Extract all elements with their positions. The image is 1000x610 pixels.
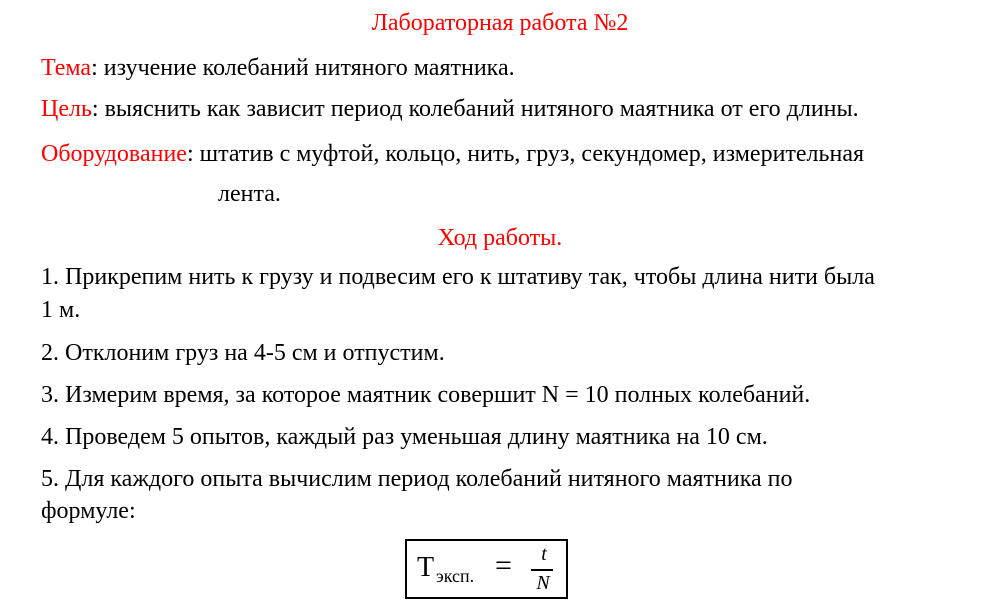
formula-subscript: эксп. xyxy=(436,566,475,586)
equipment-text-line2: лента. xyxy=(218,181,281,207)
formula-numerator: t xyxy=(541,543,547,565)
step-1-line1: 1. Прикрепим нить к грузу и подвесим его к штативу так, чтобы длина нити была xyxy=(41,264,875,290)
document-title: Лабораторная работа №2 xyxy=(371,10,629,36)
goal-label: Цель xyxy=(41,96,92,122)
step-5-line1: 5. Для каждого опыта вычислим период колебаний нитяного маятника по xyxy=(41,466,793,492)
equipment-label: Оборудование xyxy=(41,141,187,167)
procedure-title: Ход работы. xyxy=(437,225,563,251)
topic-text: : изучение колебаний нитяного маятника. xyxy=(91,55,515,81)
step-3: 3. Измерим время, за которое маятник совершит N = 10 полных колебаний. xyxy=(41,382,811,408)
step-5-line2: формуле: xyxy=(41,498,136,524)
step-1-line2: 1 м. xyxy=(41,297,81,323)
step-2: 2. Отклоним груз на 4-5 см и отпустим. xyxy=(41,340,445,366)
formula-equals: = xyxy=(495,549,512,582)
step-4: 4. Проведем 5 опытов, каждый раз уменьшая длину маятника на 10 см. xyxy=(41,424,768,450)
equipment-text-line1: : штатив с муфтой, кольцо, нить, груз, секундомер, измерительная xyxy=(186,141,865,167)
goal-text: : выяснить как зависит период колебаний нитяного маятника от его длины. xyxy=(91,96,859,122)
formula-symbol: T xyxy=(417,552,435,583)
period-formula-box xyxy=(405,539,568,599)
formula-denominator: N xyxy=(536,572,550,594)
topic-label: Тема xyxy=(41,55,92,81)
formula-fraction-bar xyxy=(531,569,553,571)
goal-line xyxy=(41,94,859,124)
topic-line xyxy=(41,53,515,83)
equipment-line xyxy=(41,139,864,169)
